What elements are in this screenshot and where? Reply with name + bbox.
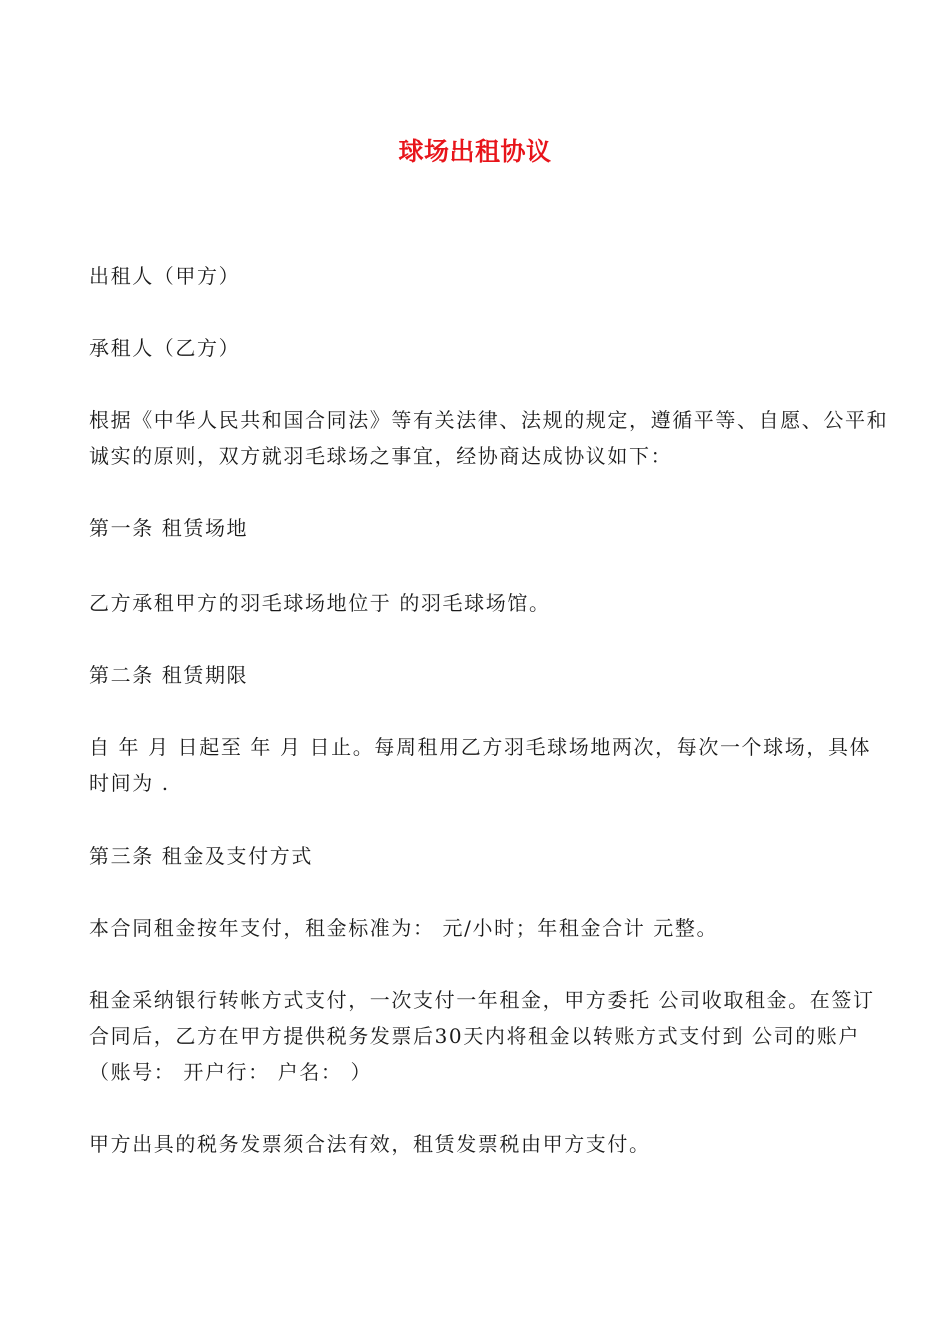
- paragraph-lessor: 出租人（甲方）: [89, 264, 241, 288]
- paragraph-lessee: 承租人（乙方）: [89, 336, 241, 360]
- heading-article-3: 第三条 租金及支付方式: [89, 844, 313, 868]
- paragraph-preamble: 根据《中华人民共和国合同法》等有关法律、法规的规定，遵循平等、自愿、公平和诚实的原则，双方就羽毛球场之事宜，经协商达成协议如下：: [89, 408, 889, 468]
- heading-article-1: 第一条 租赁场地: [89, 516, 249, 540]
- paragraph-rent-standard: 本合同租金按年支付，租金标准为： 元/小时；年租金合计 元整。: [89, 916, 719, 940]
- paragraph-article-2: 自 年 月 日起至 年 月 日止。每周租用乙方羽毛球场地两次，每次一个球场，具体时间为 .: [89, 735, 872, 795]
- paragraph-invoice: 甲方出具的税务发票须合法有效，租赁发票税由甲方支付。: [89, 1132, 651, 1156]
- paragraph-article-1: 乙方承租甲方的羽毛球场地位于 的羽毛球场馆。: [89, 591, 551, 615]
- document-title: 球场出租协议: [398, 137, 552, 166]
- paragraph-payment-method: 租金采纳银行转帐方式支付，一次支付一年租金，甲方委托 公司收取租金。在签订合同后，乙方在甲方提供税务发票后30天内将租金以转账方式支付到 公司的账户（账号： 开户行： 户名： ）: [89, 988, 875, 1084]
- heading-article-2: 第二条 租赁期限: [89, 663, 249, 687]
